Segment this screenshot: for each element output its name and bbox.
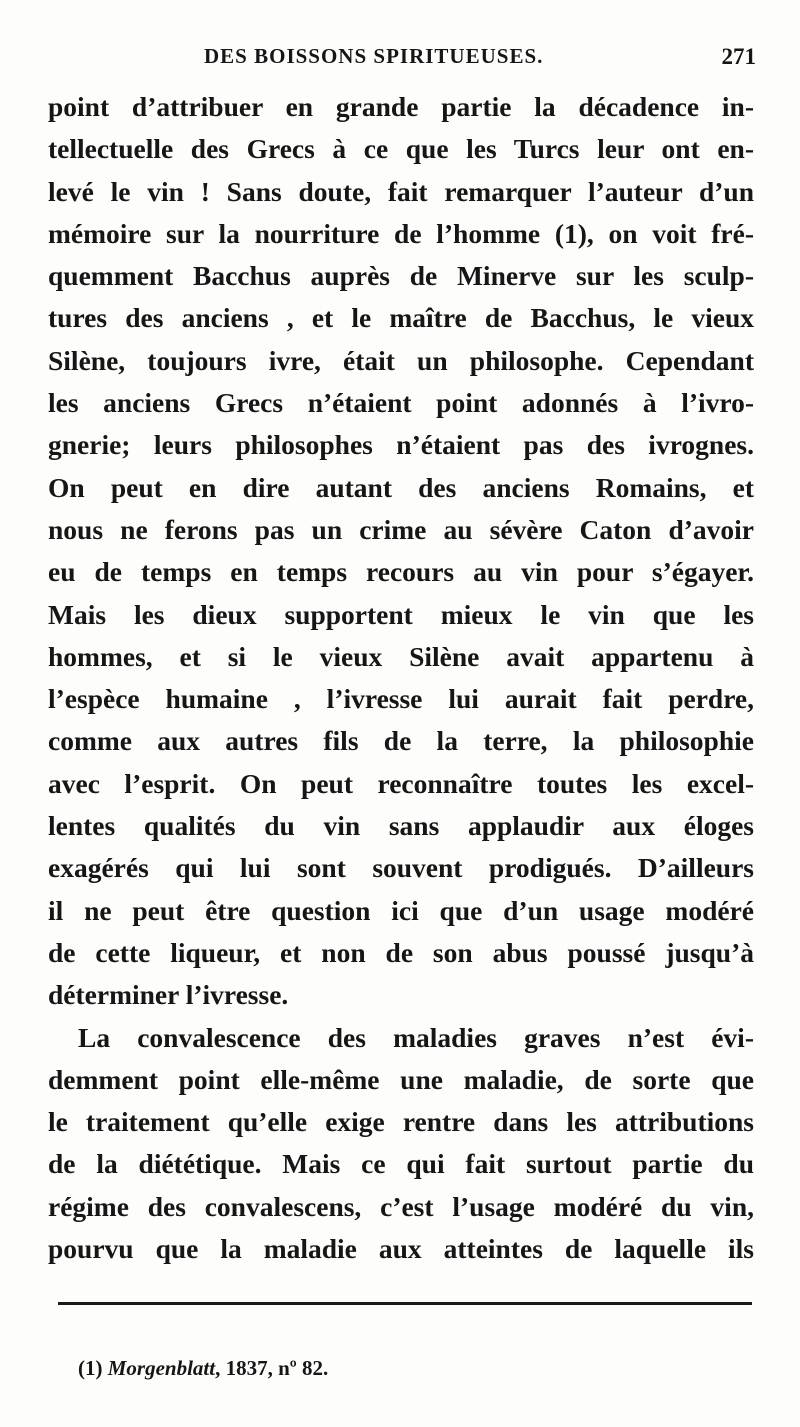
text-line: de la diététique. Mais ce qui fait surtout partie du [48, 1148, 754, 1180]
page-number: 271 [721, 44, 756, 69]
footnote-rule [58, 1302, 752, 1305]
text-line: de cette liqueur, et non de son abus poussé jusqu’à [48, 936, 754, 968]
page-header [48, 42, 758, 78]
text-line: demment point elle-même une maladie, de sorte que [48, 1063, 754, 1095]
text-line: eu de temps en temps recours au vin pour s’égayer. [48, 556, 754, 588]
text-line: déterminer l’ivresse. [48, 979, 289, 1011]
footnote-marker: (1) [78, 1356, 103, 1380]
text-line: lentes qualités du vin sans applaudir aux éloges [48, 810, 754, 842]
footnote-details: , 1837, nº 82. [215, 1356, 329, 1380]
text-line: exagérés qui lui sont souvent prodigués. D’ailleurs [48, 852, 754, 884]
text-line: Silène, toujours ivre, était un philosophe. Cependant [48, 344, 754, 376]
text-line: tures des anciens , et le maître de Bacchus, le vieux [48, 302, 754, 334]
text-line: il ne peut être question ici que d’un usage modéré [48, 894, 754, 926]
text-line: levé le vin ! Sans doute, fait remarquer l’auteur d’un [48, 175, 754, 207]
footnote [78, 1356, 328, 1381]
text-line: comme aux autres fils de la terre, la philosophie [48, 725, 754, 757]
text-line: les anciens Grecs n’étaient point adonnés à l’ivro- [48, 387, 754, 419]
text-line: le traitement qu’elle exige rentre dans les attributions [48, 1106, 754, 1138]
body-text [48, 86, 754, 1270]
text-line: point d’attribuer en grande partie la décadence in- [48, 91, 754, 122]
text-line: hommes, et si le vieux Silène avait appartenu à [48, 640, 754, 672]
text-line: pourvu que la maladie aux atteintes de laquelle ils [48, 1233, 754, 1265]
text-line: quemment Bacchus auprès de Minerve sur les sculp- [48, 260, 754, 292]
text-line: l’espèce humaine , l’ivresse lui aurait fait perdre, [48, 683, 754, 715]
text-line: tellectuelle des Grecs à ce que les Turcs leur ont en- [48, 133, 754, 165]
text-line: mémoire sur la nourriture de l’homme (1), on voit fré- [48, 217, 754, 249]
text-line: nous ne ferons pas un crime au sévère Caton d’avoir [48, 513, 754, 545]
text-line: On peut en dire autant des anciens Romains, et [48, 471, 754, 503]
running-head: DES BOISSONS SPIRITUEUSES. [204, 44, 544, 68]
text-line: gnerie; leurs philosophes n’étaient pas des ivrognes. [48, 429, 754, 461]
text-line: avec l’esprit. On peut reconnaître toutes les excel- [48, 767, 754, 799]
text-line: Mais les dieux supportent mieux le vin que les [48, 598, 754, 630]
text-line: La convalescence des maladies graves n’est évi- [78, 1021, 754, 1053]
footnote-journal: Morgenblatt [107, 1356, 216, 1380]
text-line: régime des convalescens, c’est l’usage modéré du vin, [48, 1190, 754, 1222]
